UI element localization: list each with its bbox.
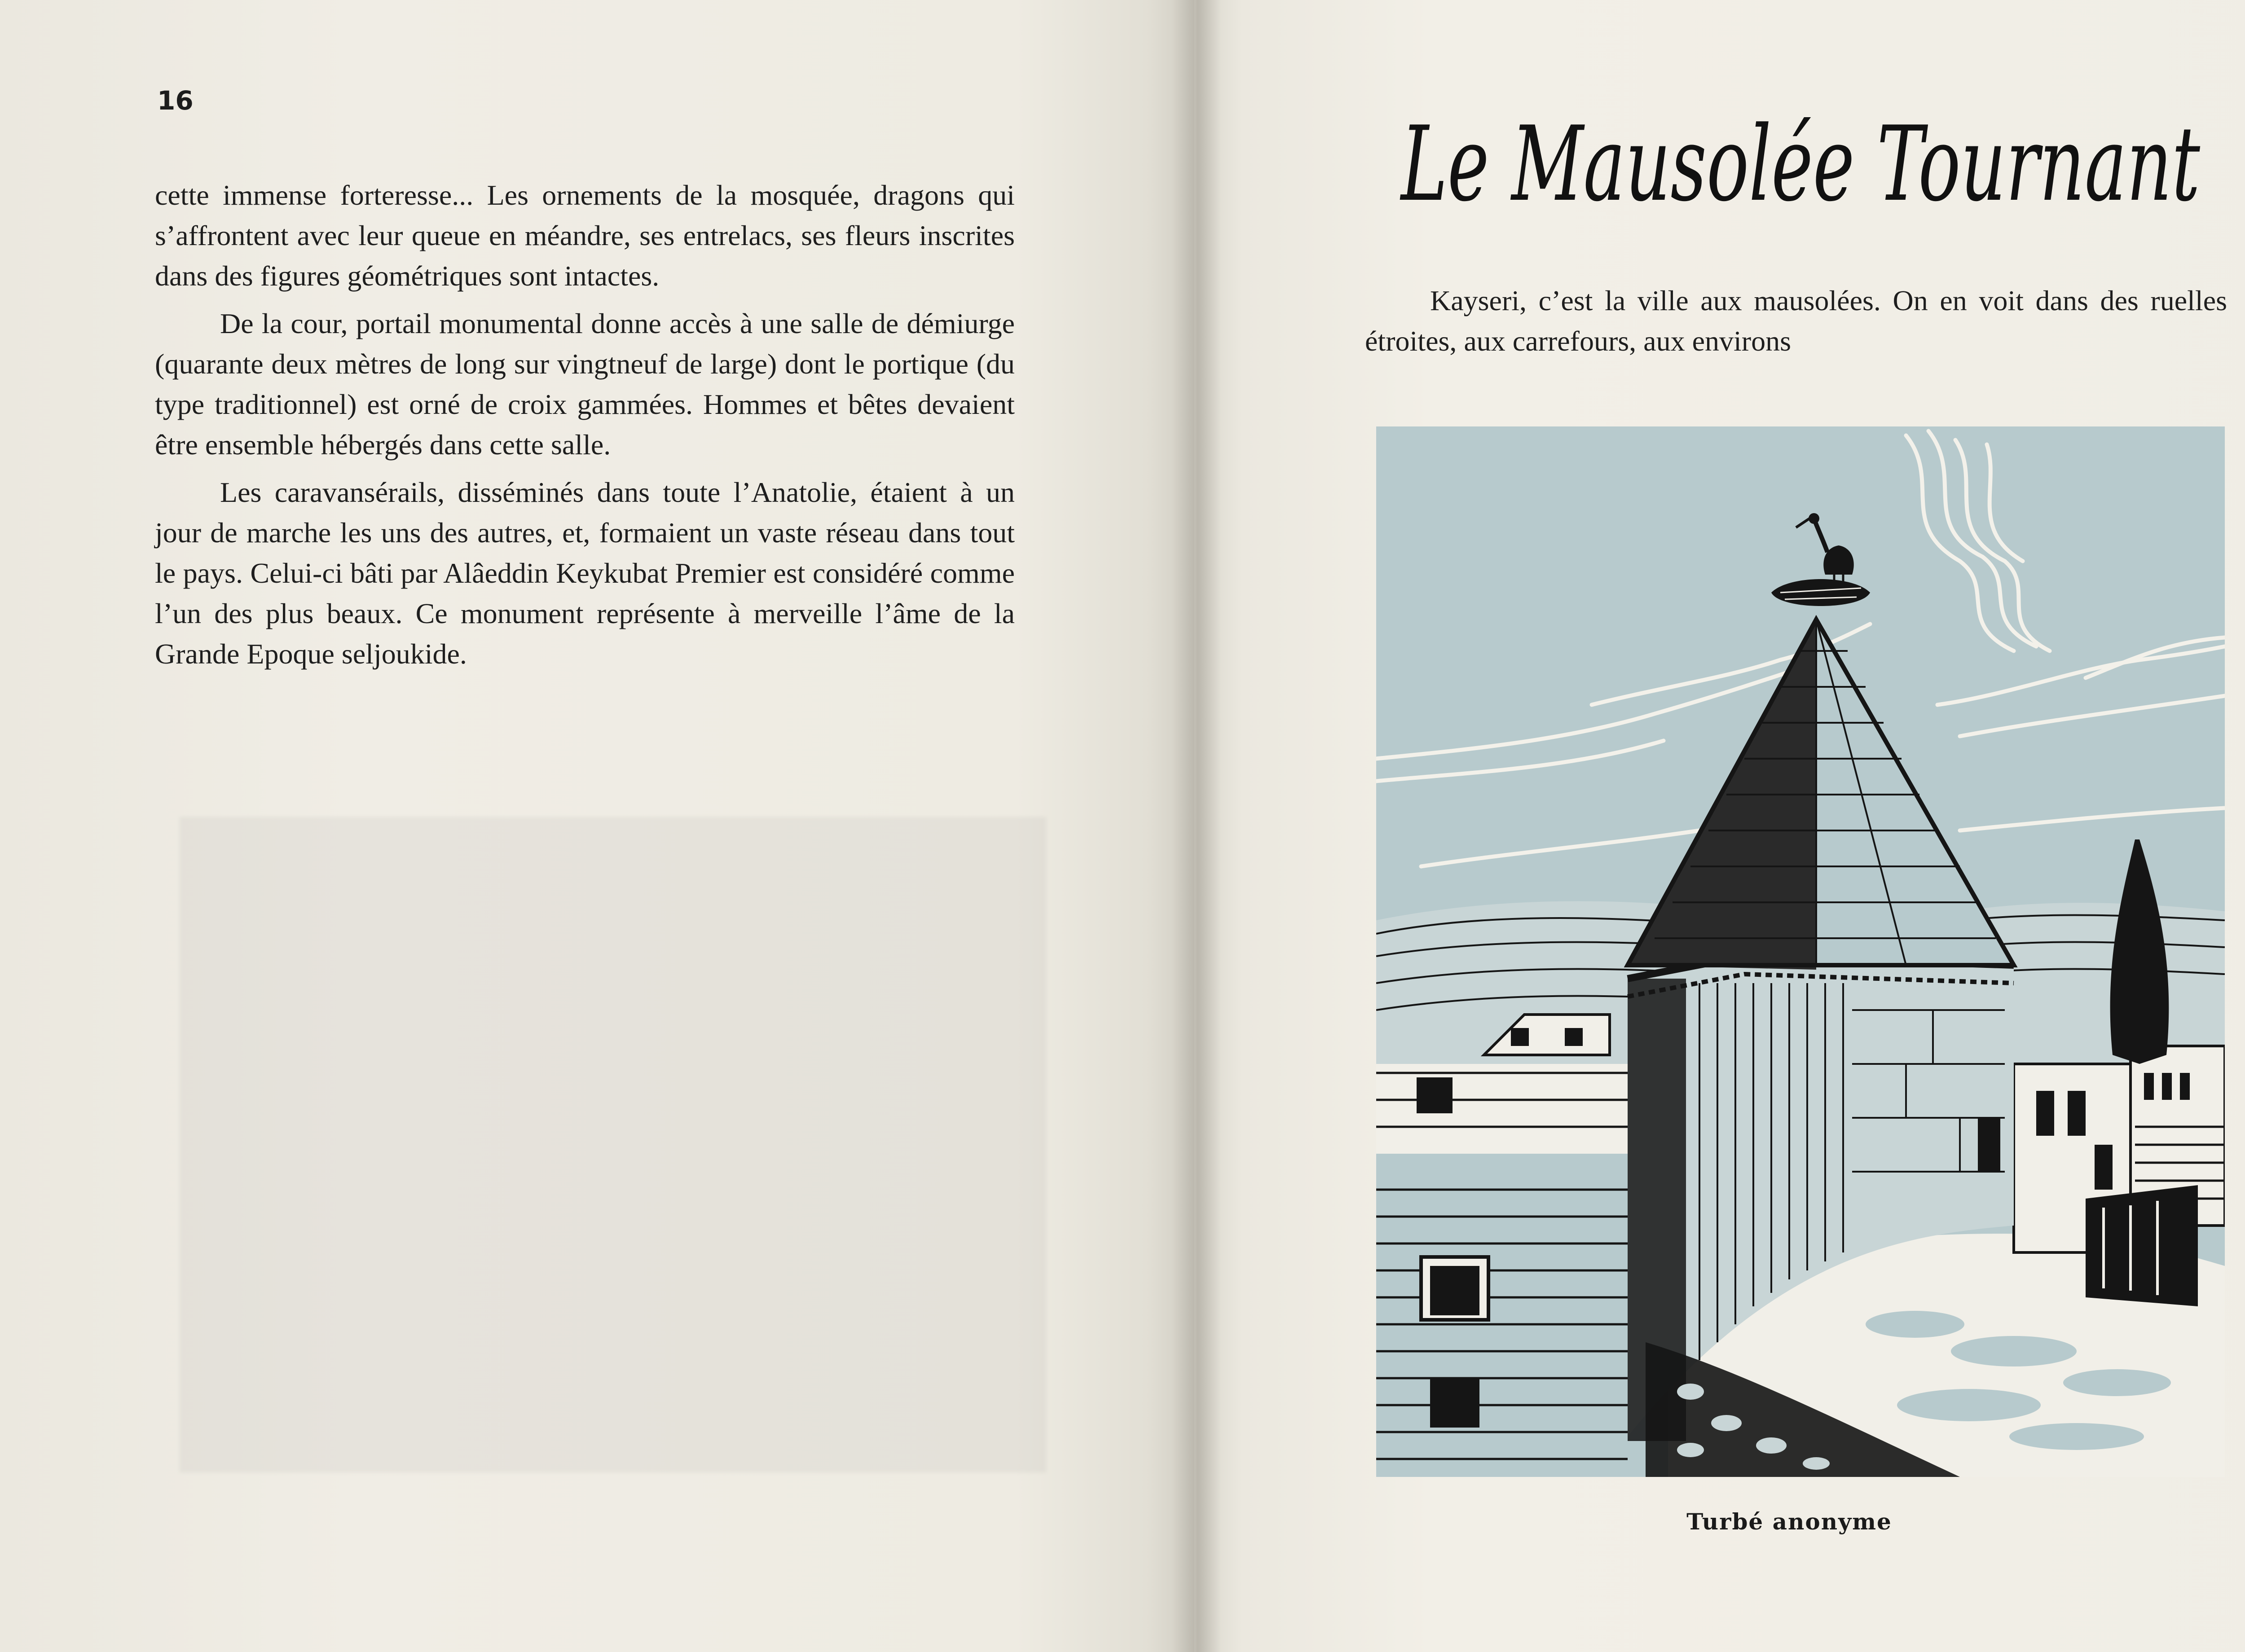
- show-through-shadow: [180, 817, 1046, 1472]
- chapter-title-text: Le Mausolée Tournant: [1400, 105, 2201, 224]
- left-body-text: [155, 175, 1015, 681]
- paragraph-2: De la cour, portail monumental donne accès à une salle de démiurge (quarante deux mètres de long sur vingtneuf de large) dont le portique (du type traditionnel) est orné de croix gammées. Hommes et bêtes devaient être ensemble hébergés dans cette salle.: [155, 308, 1015, 461]
- paragraph-3: Les caravansérails, disséminés dans toute l’Anatolie, étaient à un jour de marche les uns des autres, et, formaient un vaste réseau dans tout le pays. Celui-ci bâti par Alâeddin Keykubat Premier est considéré comme l’un des plus beaux. Ce monument représente à merveille l’âme de la Grande Epoque seljoukide.: [155, 476, 1015, 670]
- page-number: 16: [157, 85, 194, 116]
- chapter-title: [1383, 103, 2218, 238]
- illustration-caption: Turbé anonyme: [1686, 1508, 1892, 1535]
- turbe-illustration: [1376, 426, 2225, 1477]
- paragraph-1: cette immense forteresse... Les ornements de la mosquée, dragons qui s’affrontent avec leur queue en méandre, ses entrelacs, ses fleurs inscrites dans des figures géométriques sont intactes.: [155, 179, 1015, 292]
- book-gutter: [1172, 0, 1221, 1652]
- left-houses: [1376, 1015, 1628, 1477]
- intro-paragraph: Kayseri, c’est la ville aux mausolées. On en voit dans des ruelles étroites, aux carrefours, aux environs: [1365, 285, 2227, 357]
